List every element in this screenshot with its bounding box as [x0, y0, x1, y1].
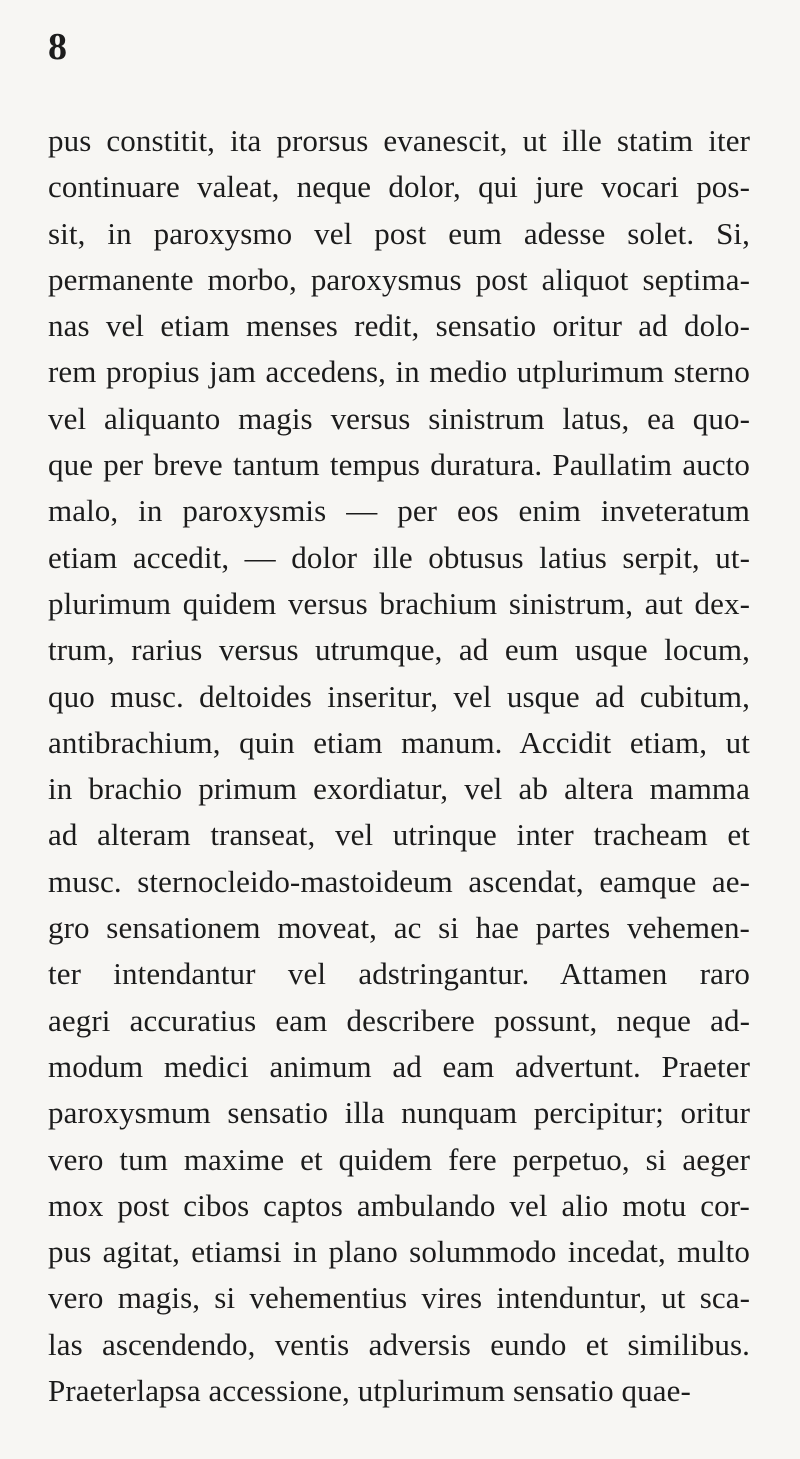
text-line: mox post cibos captos ambulando vel alio motu cor-	[48, 1187, 750, 1223]
text-line: musc. sternocleido-mastoideum ascendat, eamque ae-	[48, 863, 750, 899]
text-line: malo, in paroxysmis — per eos enim inveteratum	[48, 493, 750, 529]
text-line: permanente morbo, paroxysmus post aliquot septima-	[48, 261, 750, 297]
text-line: vero tum maxime et quidem fere perpetuo, si aeger	[48, 1141, 750, 1177]
page-number: 8	[48, 26, 67, 68]
text-line: rem propius jam accedens, in medio utplurimum sterno	[48, 354, 750, 390]
text-line: que per breve tantum tempus duratura. Paullatim aucto	[48, 447, 750, 483]
text-line: aegri accuratius eam describere possunt, neque ad-	[48, 1002, 750, 1038]
text-line: pus agitat, etiamsi in plano solummodo incedat, multo	[48, 1234, 750, 1270]
text-line: in brachio primum exordiatur, vel ab altera mamma	[48, 771, 750, 807]
text-line: vero magis, si vehementius vires intenduntur, ut sca-	[48, 1280, 750, 1316]
text-line: antibrachium, quin etiam manum. Accidit etiam, ut	[48, 724, 750, 760]
text-line: trum, rarius versus utrumque, ad eum usque locum,	[48, 632, 750, 668]
body-text	[48, 118, 750, 1414]
text-line: Praeterlapsa accessione, utplurimum sensatio quae-	[48, 1373, 691, 1409]
text-line: paroxysmum sensatio illa nunquam percipitur; oritur	[48, 1095, 750, 1131]
text-line: etiam accedit, — dolor ille obtusus latius serpit, ut-	[48, 539, 750, 575]
text-line: pus constitit, ita prorsus evanescit, ut ille statim iter	[48, 123, 750, 158]
text-line: gro sensationem moveat, ac si hae partes vehemen-	[48, 910, 750, 946]
text-line: vel aliquanto magis versus sinistrum latus, ea quo-	[48, 400, 750, 436]
text-line: quo musc. deltoides inseritur, vel usque ad cubitum,	[48, 678, 750, 714]
text-line: ad alteram transeat, vel utrinque inter tracheam et	[48, 817, 750, 853]
text-line: modum medici animum ad eam advertunt. Praeter	[48, 1048, 750, 1084]
text-line: continuare valeat, neque dolor, qui jure vocari pos-	[48, 169, 750, 205]
text-line: las ascendendo, ventis adversis eundo et similibus.	[48, 1326, 750, 1362]
text-line: sit, in paroxysmo vel post eum adesse solet. Si,	[48, 215, 750, 251]
text-line: plurimum quidem versus brachium sinistrum, aut dex-	[48, 585, 750, 621]
text-line: nas vel etiam menses redit, sensatio oritur ad dolo-	[48, 308, 750, 344]
text-line: ter intendantur vel adstringantur. Attamen raro	[48, 956, 750, 992]
